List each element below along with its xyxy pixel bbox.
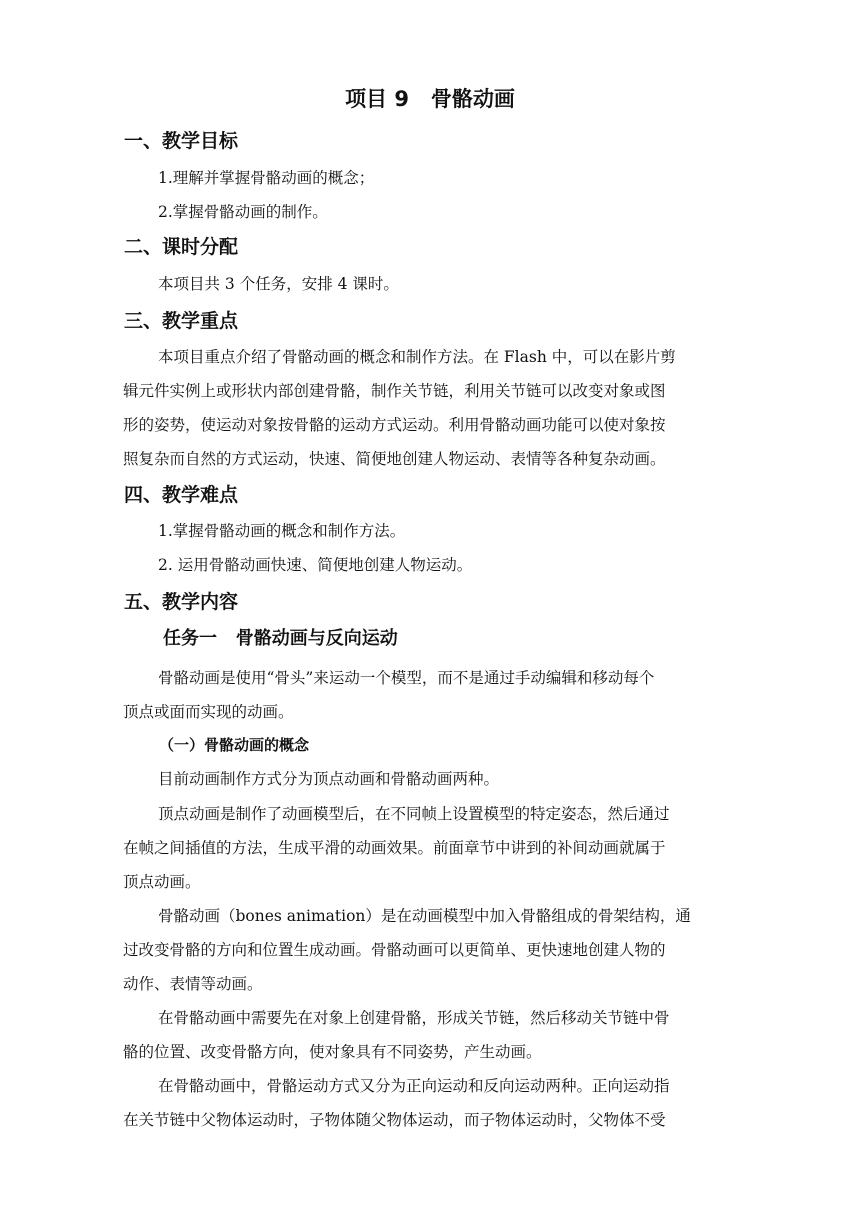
difficulty-item: 1.掌握骨骼动画的概念和制作方法。 [158,522,406,540]
paragraph-line: 目前动画制作方式分为顶点动画和骨骼动画两种。 [158,770,500,788]
section-heading-difficulties: 四、教学难点 [124,484,239,506]
difficulty-item: 2. 运用骨骼动画快速、简便地创建人物运动。 [158,556,473,574]
paragraph-line: 在骨骼动画中需要先在对象上创建骨骼，形成关节链，然后移动关节链中骨 [158,1009,670,1027]
paragraph-line: 辑元件实例上或形状内部创建骨骼，制作关节链，利用关节链可以改变对象或图 [123,382,666,400]
paragraph-line: 本项目重点介绍了骨骼动画的概念和制作方法。在 Flash 中，可以在影片剪 [158,348,676,366]
paragraph-line: 骨骼动画（bones animation）是在动画模型中加入骨骼组成的骨架结构，通 [158,907,691,925]
paragraph-line: 顶点动画。 [123,873,201,891]
paragraph-line: 在骨骼动画中，骨骼运动方式又分为正向运动和反向运动两种。正向运动指 [158,1077,670,1095]
section-heading-content: 五、教学内容 [124,591,239,613]
objective-item: 2.掌握骨骼动画的制作。 [158,203,328,221]
hours-text: 本项目共 3 个任务，安排 4 课时。 [158,275,399,293]
paragraph-line: 动作、表情等动画。 [123,975,263,993]
subsection-heading: （一）骨骼动画的概念 [159,736,310,754]
paragraph-line: 在帧之间插值的方法，生成平滑的动画效果。前面章节中讲到的补间动画就属于 [123,839,666,857]
paragraph-line: 照复杂而自然的方式运动，快速、简便地创建人物运动、表情等各种复杂动画。 [123,450,666,468]
paragraph-line: 顶点动画是制作了动画模型后，在不同帧上设置模型的特定姿态，然后通过 [158,805,670,823]
paragraph-line: 顶点或面而实现的动画。 [123,703,294,721]
section-heading-objectives: 一、教学目标 [124,130,239,152]
paragraph-line: 形的姿势，使运动对象按骨骼的运动方式运动。利用骨骼动画功能可以使对象按 [123,416,666,434]
objective-item: 1.理解并掌握骨骼动画的概念； [158,169,375,187]
section-heading-key-points: 三、教学重点 [124,310,239,332]
paragraph-line: 在关节链中父物体运动时，子物体随父物体运动，而子物体运动时，父物体不受 [123,1111,666,1129]
paragraph-line: 骨骼动画是使用“骨头”来运动一个模型，而不是通过手动编辑和移动每个 [158,669,655,687]
paragraph-line: 骼的位置、改变骨骼方向，使对象具有不同姿势，产生动画。 [123,1043,542,1061]
section-heading-hours: 二、课时分配 [124,236,239,258]
task-title: 任务一 骨骼动画与反向运动 [163,628,398,649]
paragraph-line: 过改变骨骼的方向和位置生成动画。骨骼动画可以更简单、更快速地创建人物的 [123,941,666,959]
document-title: 项目 9 骨骼动画 [345,87,515,111]
